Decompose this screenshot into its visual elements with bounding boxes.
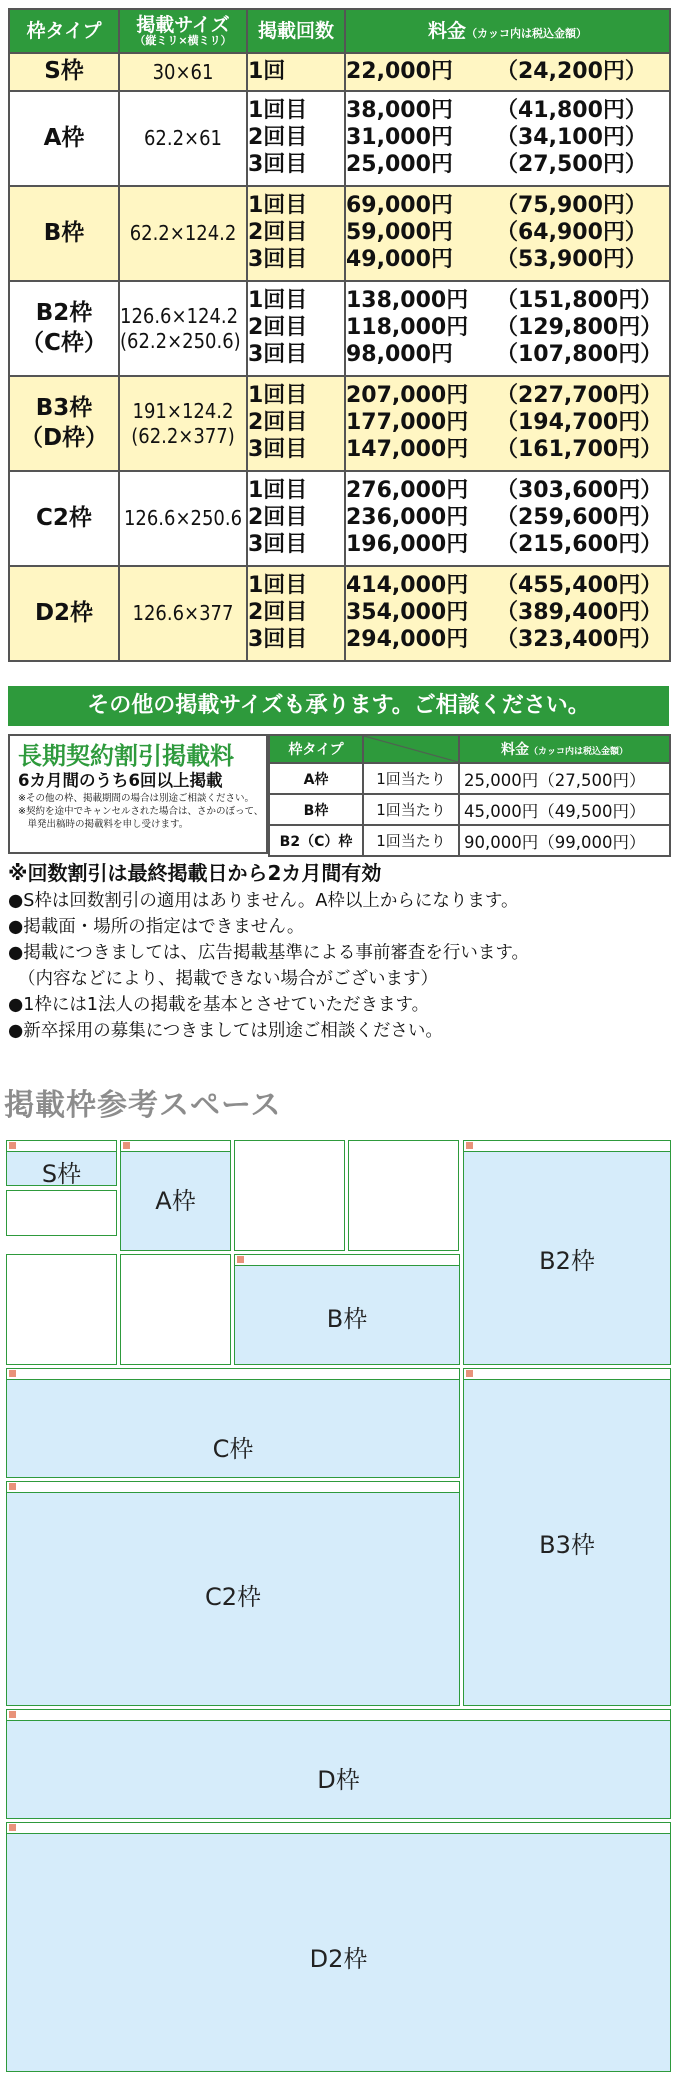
table-row — [9, 376, 670, 471]
count-value: 3回目 — [248, 246, 308, 272]
price-value: 98,000円 — [346, 341, 453, 367]
size-cell — [119, 376, 247, 471]
price-cell — [345, 53, 670, 91]
corner-tag-icon — [9, 1711, 16, 1718]
header-count: 掲載回数 — [247, 9, 345, 53]
count-value: 2回目 — [248, 600, 308, 626]
header-price-label: 料金 — [428, 19, 467, 42]
frame-d — [6, 1709, 671, 1819]
price-tax-value: （215,600円） — [496, 531, 663, 557]
price-tax-value: （53,900円） — [496, 246, 647, 272]
price-value: 138,000円 — [346, 288, 469, 314]
price-cell — [345, 186, 670, 281]
note-item: ●1枠には1法人の掲載を基本とさせていただきます。 — [8, 995, 430, 1015]
price-tax-value: （194,700円） — [496, 410, 663, 436]
count-value: 3回目 — [248, 531, 308, 557]
price-cell — [345, 281, 670, 376]
price-tax-value: （303,600円） — [496, 478, 663, 504]
table-row — [9, 281, 670, 376]
long-term-note: ※その他の枠、掲載期間の場合は別途ご相談ください。 — [18, 793, 254, 804]
corner-tag-icon — [9, 1483, 16, 1490]
price-value: 414,000円 — [346, 573, 469, 599]
frame-header-bar — [121, 1141, 230, 1152]
price-tax-value: （455,400円） — [496, 573, 663, 599]
note-item: （内容などにより、掲載できない場合がございます） — [18, 969, 438, 989]
price-value: 25,000円 — [346, 151, 453, 177]
count-value: 2回目 — [248, 410, 308, 436]
corner-tag-icon — [466, 1142, 473, 1149]
price-value: 147,000円 — [346, 436, 469, 462]
discount-table-header — [269, 735, 670, 763]
price-value: 69,000円 — [346, 193, 453, 219]
price-value: 196,000円 — [346, 531, 469, 557]
consultation-banner: その他の掲載サイズも承ります。ご相談ください。 — [8, 686, 669, 726]
frame-header-bar — [235, 1255, 459, 1266]
frame-label: D2枠 — [309, 1945, 368, 1973]
discount-header-frame: 枠タイプ — [269, 735, 363, 763]
count-value: 2回目 — [248, 125, 308, 151]
frame-header-bar — [464, 1141, 670, 1152]
frame-label: B枠 — [326, 1305, 368, 1333]
price-tax-value: （34,100円） — [496, 125, 647, 151]
price-tax-value: （151,800円） — [496, 288, 663, 314]
count-value: 3回目 — [248, 436, 308, 462]
count-cell — [247, 376, 345, 471]
price-value: 236,000円 — [346, 505, 469, 531]
header-frame-type: 枠タイプ — [9, 9, 119, 53]
discount-price-cell: 90,000円（99,000円） — [459, 825, 670, 856]
count-value: 2回目 — [248, 315, 308, 341]
header-price — [345, 9, 670, 53]
price-tax-value: （259,600円） — [496, 505, 663, 531]
frame-b3 — [463, 1368, 671, 1706]
frame-c2 — [6, 1481, 460, 1706]
discount-header-price-label: 料金 — [501, 742, 530, 758]
frame-header-bar — [7, 1482, 459, 1493]
price-value: 31,000円 — [346, 125, 453, 151]
price-tax-value: （41,800円） — [496, 98, 647, 124]
count-value: 1回 — [248, 58, 286, 84]
frame-s — [6, 1140, 117, 1186]
frame-type-cell: C2枠 — [9, 471, 119, 566]
reference-space-title: 掲載枠参考スペース — [4, 1088, 282, 1123]
price-cell — [345, 471, 670, 566]
count-value: 3回目 — [248, 341, 308, 367]
price-value: 118,000円 — [346, 315, 469, 341]
count-value: 1回目 — [248, 288, 308, 314]
count-value: 2回目 — [248, 220, 308, 246]
discount-validity-note: ※回数割引は最終掲載日から2カ月間有効 — [8, 861, 382, 885]
long-term-subtitle: 6カ月間のうち6回以上掲載 — [18, 771, 223, 790]
frame-b — [234, 1254, 460, 1365]
count-cell — [247, 471, 345, 566]
long-term-note: ※契約を途中でキャンセルされた場合は、さかのぼって、 — [18, 806, 264, 817]
price-value: 38,000円 — [346, 98, 453, 124]
frame-type-cell — [9, 281, 119, 376]
size-cell: 126.6×250.6 — [119, 471, 247, 566]
discount-unit-cell: 1回当たり — [363, 825, 459, 856]
discount-price-cell: 25,000円（27,500円） — [459, 763, 670, 794]
price-tax-value: （75,900円） — [496, 193, 647, 219]
note-item: ●掲載につきましては、広告掲載基準による事前審査を行います。 — [8, 943, 530, 963]
frame-label: B3枠 — [539, 1531, 595, 1559]
corner-tag-icon — [9, 1824, 16, 1831]
frame-label: B2枠 — [539, 1247, 595, 1275]
price-value: 49,000円 — [346, 246, 453, 272]
frame-empty — [348, 1140, 459, 1251]
price-tax-value: （129,800円） — [496, 315, 663, 341]
note-item: ●新卒採用の募集につきましては別途ご相談ください。 — [8, 1021, 443, 1041]
frame-header-bar — [7, 1823, 670, 1834]
frame-a — [120, 1140, 231, 1251]
count-value: 3回目 — [248, 626, 308, 652]
count-value: 2回目 — [248, 505, 308, 531]
table-row — [9, 91, 670, 186]
size-cell: 30×61 — [119, 53, 247, 91]
frame-label: C2枠 — [204, 1583, 262, 1611]
discount-header-price-note: （カッコ内は税込金額） — [529, 747, 628, 757]
price-tax-value: （24,200円） — [496, 58, 647, 84]
header-size — [119, 9, 247, 53]
frame-type-cell: A枠 — [9, 91, 119, 186]
frame-type-cell: D2枠 — [9, 566, 119, 661]
table-row — [9, 566, 670, 661]
table-row — [269, 794, 670, 825]
header-size-label: 掲載サイズ — [136, 13, 230, 36]
price-cell — [345, 376, 670, 471]
price-cell — [345, 566, 670, 661]
frame-label: C枠 — [212, 1435, 254, 1463]
count-value: 3回目 — [248, 151, 308, 177]
table-row — [9, 186, 670, 281]
frame-label: S枠 — [41, 1160, 82, 1188]
size-alt-value: (62.2×377) — [131, 423, 235, 448]
count-value: 1回目 — [248, 193, 308, 219]
price-tax-value: （389,400円） — [496, 600, 663, 626]
frame-b2 — [463, 1140, 671, 1365]
count-cell — [247, 91, 345, 186]
discount-header-price — [459, 735, 670, 763]
discount-frame-cell: B2（C）枠 — [269, 825, 363, 856]
table-row — [269, 763, 670, 794]
frame-header-bar — [7, 1369, 459, 1380]
frame-label: A枠 — [155, 1187, 196, 1215]
frame-type-name: B3枠 — [35, 394, 93, 421]
count-value: 1回目 — [248, 573, 308, 599]
frame-type-cell: S枠 — [9, 53, 119, 91]
note-item: ●S枠は回数割引の適用はありません。A枠以上からになります。 — [8, 891, 519, 911]
long-term-note: 単発出稿時の掲載料を申し受けます。 — [18, 819, 189, 830]
frame-type-alias: （D枠） — [19, 424, 109, 451]
corner-tag-icon — [466, 1370, 473, 1377]
frame-label: D枠 — [317, 1766, 360, 1794]
count-cell — [247, 566, 345, 661]
frame-type-cell: B枠 — [9, 186, 119, 281]
header-price-note: （カッコ内は税込金額） — [466, 26, 587, 40]
frame-empty — [120, 1254, 231, 1365]
count-value: 1回目 — [248, 478, 308, 504]
size-alt-value: (62.2×250.6) — [120, 328, 241, 353]
count-value: 1回目 — [248, 383, 308, 409]
frame-header-bar — [7, 1710, 670, 1721]
discount-unit-cell: 1回当たり — [363, 794, 459, 825]
price-value: 354,000円 — [346, 600, 469, 626]
frame-header-bar — [7, 1141, 116, 1152]
size-value: 126.6×124.2 — [120, 303, 239, 328]
price-value: 177,000円 — [346, 410, 469, 436]
price-tax-value: （107,800円） — [496, 341, 663, 367]
price-table — [8, 8, 671, 662]
count-cell — [247, 186, 345, 281]
price-value: 59,000円 — [346, 220, 453, 246]
frame-empty — [234, 1140, 345, 1251]
reference-layout — [0, 1136, 675, 2076]
table-row — [9, 53, 670, 91]
size-value: 191×124.2 — [132, 398, 234, 423]
discount-frame-cell: A枠 — [269, 763, 363, 794]
frame-type-alias: （C枠） — [21, 329, 107, 356]
long-term-discount-table — [268, 734, 671, 857]
table-row — [9, 471, 670, 566]
frame-c — [6, 1368, 460, 1478]
header-size-unit: （縦ミリ×横ミリ） — [134, 34, 232, 48]
corner-tag-icon — [123, 1142, 130, 1149]
note-item: ●掲載面・場所の指定はできません。 — [8, 917, 305, 937]
table-row — [269, 825, 670, 856]
price-value: 294,000円 — [346, 626, 469, 652]
price-value: 207,000円 — [346, 383, 469, 409]
size-cell — [119, 281, 247, 376]
frame-type-name: B2枠 — [35, 299, 93, 326]
price-cell — [345, 91, 670, 186]
price-table-header — [9, 9, 670, 53]
corner-tag-icon — [9, 1370, 16, 1377]
corner-tag-icon — [237, 1256, 244, 1263]
price-tax-value: （27,500円） — [496, 151, 647, 177]
long-term-discount-box — [8, 734, 268, 854]
frame-header-bar — [464, 1369, 670, 1380]
corner-tag-icon — [9, 1142, 16, 1149]
count-cell — [247, 281, 345, 376]
price-tax-value: （64,900円） — [496, 220, 647, 246]
notes-section — [8, 858, 669, 1044]
discount-header-blank — [363, 735, 459, 763]
frame-empty — [6, 1190, 117, 1236]
count-cell — [247, 53, 345, 91]
frame-d2 — [6, 1822, 671, 2072]
discount-price-cell: 45,000円（49,500円） — [459, 794, 670, 825]
price-value: 22,000円 — [346, 58, 453, 84]
count-value: 1回目 — [248, 98, 308, 124]
price-tax-value: （227,700円） — [496, 383, 663, 409]
frame-empty — [6, 1254, 117, 1365]
price-tax-value: （161,700円） — [496, 436, 663, 462]
discount-frame-cell: B枠 — [269, 794, 363, 825]
size-cell: 126.6×377 — [119, 566, 247, 661]
long-term-title: 長期契約割引掲載料 — [18, 742, 234, 770]
price-tax-value: （323,400円） — [496, 626, 663, 652]
size-cell: 62.2×61 — [119, 91, 247, 186]
frame-type-cell — [9, 376, 119, 471]
size-cell: 62.2×124.2 — [119, 186, 247, 281]
discount-unit-cell: 1回当たり — [363, 763, 459, 794]
price-value: 276,000円 — [346, 478, 469, 504]
